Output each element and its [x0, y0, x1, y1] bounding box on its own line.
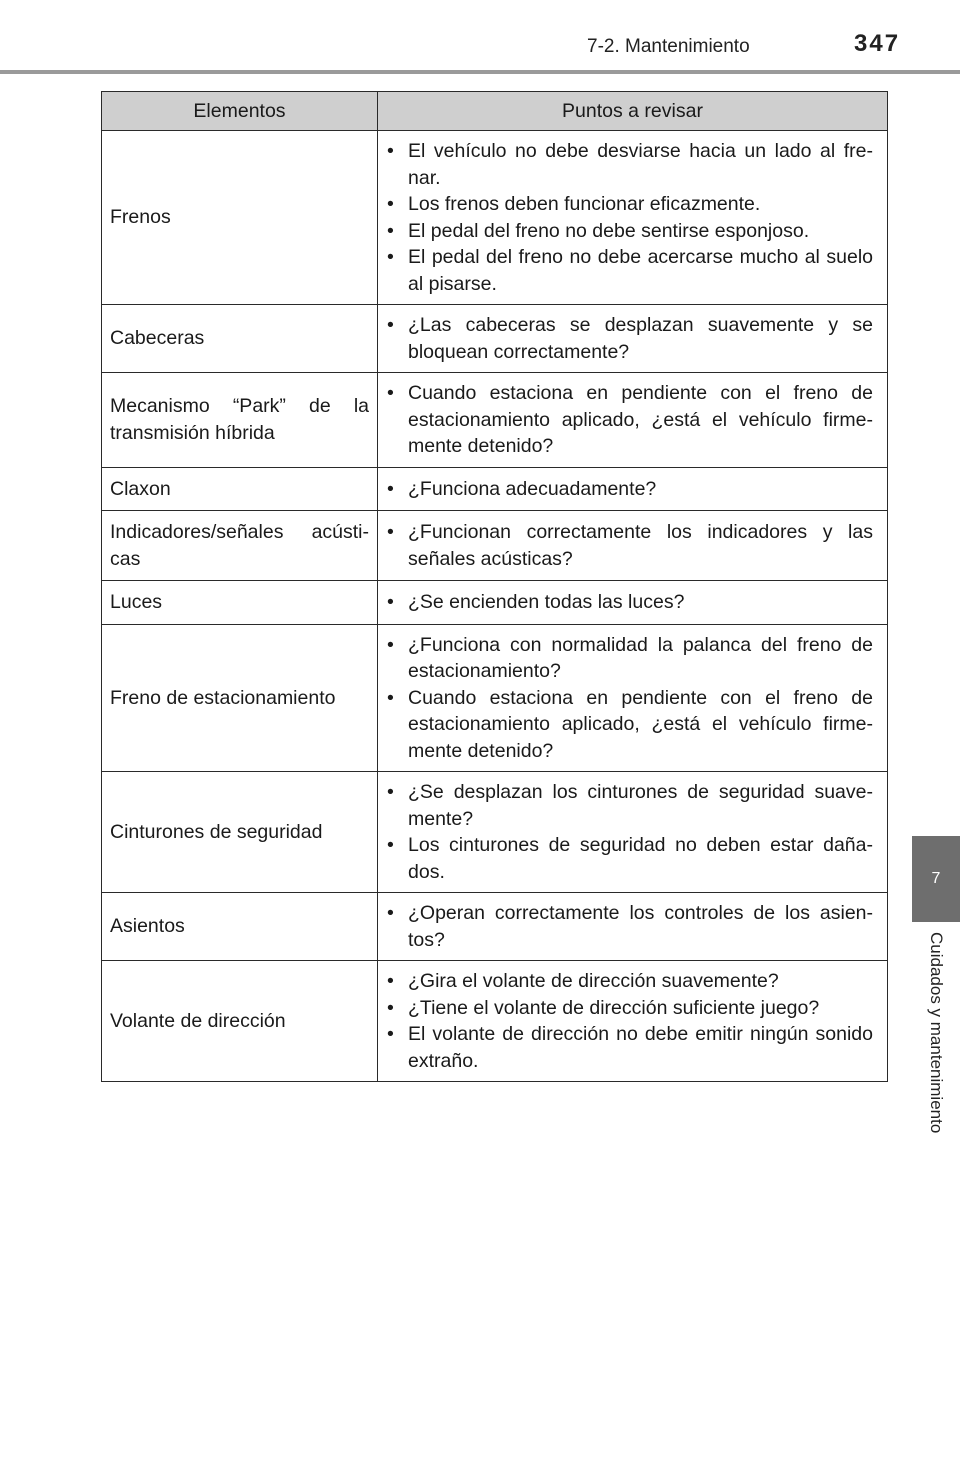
check-points-list: [384, 519, 873, 572]
element-cell: Luces: [102, 581, 378, 625]
page-number: 347: [854, 30, 901, 57]
check-point-item: • Los frenos deben funcionar eficazmente.: [384, 191, 873, 218]
check-point-item: • Cuando estaciona en pendiente con el freno de estacionamiento aplicado, ¿está el vehículo firme-mente detenido?: [384, 380, 873, 460]
chapter-label: [918, 932, 954, 1472]
element-cell: Volante de dirección: [102, 961, 378, 1082]
check-point-item: • ¿Funciona con normalidad la palanca del freno de estacionamiento?: [384, 632, 873, 685]
check-point-item: • Los cinturones de seguridad no deben estar daña-dos.: [384, 832, 873, 885]
table-row: [102, 373, 888, 468]
element-cell: Indicadores/señales acústi-cas: [102, 511, 378, 581]
check-point-item: • ¿Funcionan correctamente los indicadores y las señales acústicas?: [384, 519, 873, 572]
check-point-item: • ¿Operan correctamente los controles de los asien-tos?: [384, 900, 873, 953]
check-points-list: [384, 380, 873, 460]
chapter-title: Cuidados y mantenimiento: [927, 932, 946, 1134]
check-points-list: [384, 632, 873, 765]
check-points-cell: [378, 305, 888, 373]
element-cell: Asientos: [102, 893, 378, 961]
check-points-cell: [378, 772, 888, 893]
check-points-list: [384, 476, 873, 503]
check-point-item: • El volante de dirección no debe emitir ningún sonido extraño.: [384, 1021, 873, 1074]
check-points-cell: [378, 467, 888, 511]
element-cell: Cinturones de seguridad: [102, 772, 378, 893]
check-point-item: • ¿Tiene el volante de dirección suficiente juego?: [384, 995, 873, 1022]
check-points-list: [384, 968, 873, 1074]
check-point-item: • ¿Gira el volante de dirección suavemente?: [384, 968, 873, 995]
check-points-cell: [378, 511, 888, 581]
table-header-row: [102, 92, 888, 131]
check-point-item: • El pedal del freno no debe acercarse mucho al suelo al pisarse.: [384, 244, 873, 297]
check-point-item: • Cuando estaciona en pendiente con el freno de estacionamiento aplicado, ¿está el vehículo firme-mente detenido?: [384, 685, 873, 765]
header-divider: [0, 70, 960, 74]
check-points-cell: [378, 581, 888, 625]
maintenance-checklist-table: [101, 91, 888, 1082]
check-point-item: • ¿Funciona adecuadamente?: [384, 476, 873, 503]
element-cell: Freno de estacionamiento: [102, 624, 378, 772]
table-row: [102, 624, 888, 772]
element-cell: Mecanismo “Park” de la transmisión híbrida: [102, 373, 378, 468]
chapter-tab: 7: [912, 836, 960, 922]
element-cell: Cabeceras: [102, 305, 378, 373]
element-cell: Claxon: [102, 467, 378, 511]
check-point-item: • ¿Se desplazan los cinturones de seguridad suave-mente?: [384, 779, 873, 832]
check-points-cell: [378, 624, 888, 772]
check-points-list: [384, 900, 873, 953]
table-row: [102, 772, 888, 893]
element-cell: Frenos: [102, 131, 378, 305]
column-header-elements: Elementos: [102, 92, 378, 131]
check-points-cell: [378, 961, 888, 1082]
check-points-cell: [378, 131, 888, 305]
table-row: [102, 511, 888, 581]
table-row: [102, 131, 888, 305]
section-title: 7-2. Mantenimiento: [587, 36, 750, 57]
check-points-cell: [378, 893, 888, 961]
check-point-item: • ¿Se encienden todas las luces?: [384, 589, 873, 616]
table-header: [102, 92, 888, 131]
table-row: [102, 305, 888, 373]
check-points-list: [384, 312, 873, 365]
check-points-list: [384, 138, 873, 297]
check-point-item: • El vehículo no debe desviarse hacia un lado al fre-nar.: [384, 138, 873, 191]
table-row: [102, 893, 888, 961]
check-points-cell: [378, 373, 888, 468]
check-points-list: [384, 779, 873, 885]
table-row: [102, 961, 888, 1082]
check-point-item: • ¿Las cabeceras se desplazan suavemente y se bloquean correctamente?: [384, 312, 873, 365]
table-body: [102, 131, 888, 1082]
table-row: [102, 581, 888, 625]
table-row: [102, 467, 888, 511]
column-header-check-points: Puntos a revisar: [378, 92, 888, 131]
check-point-item: • El pedal del freno no debe sentirse esponjoso.: [384, 218, 873, 245]
check-points-list: [384, 589, 873, 616]
